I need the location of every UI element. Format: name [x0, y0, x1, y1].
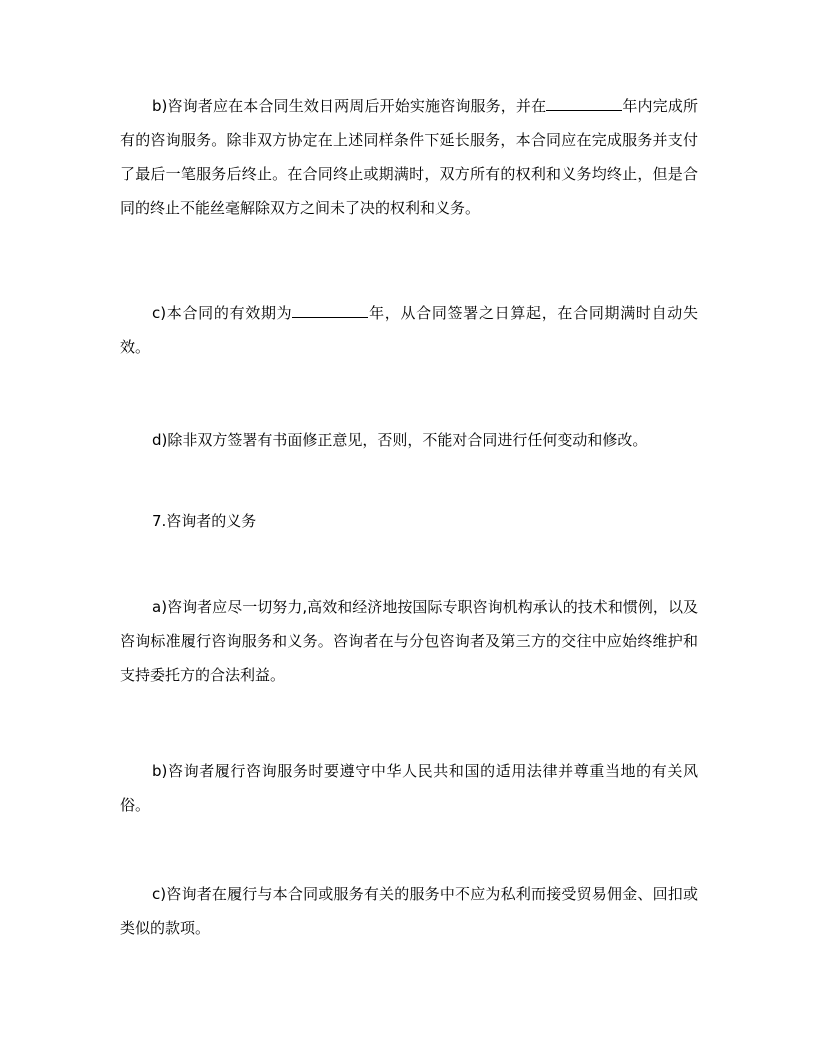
clause-7b-paragraph: b)咨询者履行咨询服务时要遵守中华人民共和国的适用法律并尊重当地的有关风俗。 [120, 762, 698, 814]
clause-6d-paragraph: d)除非双方签署有书面修正意见，否则，不能对合同进行任何变动和修改。 [152, 431, 648, 449]
clause-6b-text-start: b)咨询者应在本合同生效日两周后开始实施咨询服务，并在 [152, 97, 547, 115]
clause-7a-paragraph: a)咨询者应尽一切努力,高效和经济地按国际专职咨询机构承认的技术和惯例，以及咨询标准履行咨询服务和义务。咨询者在与分包咨询者及第三方的交往中应始终维护和支持委托方的合法利益。 [120, 598, 698, 684]
blank-line [546, 98, 622, 111]
clause-6c-text-end: 年，从合同签署之日算起，在合同期满时自动失效。 [120, 304, 698, 356]
section-7-heading: 7.咨询者的义务 [152, 512, 257, 530]
clause-7c-paragraph: c)咨询者在履行与本合同或服务有关的服务中不应为私利而接受贸易佣金、回扣或类似的款项。 [120, 885, 698, 937]
clause-6b-paragraph [120, 89, 698, 225]
clause-6b-text-end: 年内完成所有的咨询服务。除非双方协定在上述同样条件下延长服务，本合同应在完成服务并支付了最后一笔服务后终止。在合同终止或期满时，双方所有的权利和义务均终止，但是合同的终止不能丝毫解除双方之间未了决的权利和义务。 [120, 97, 698, 217]
blank-line [292, 305, 368, 318]
clause-6c-paragraph [120, 296, 698, 364]
clause-6c-text-start: c)本合同的有效期为 [152, 304, 293, 322]
